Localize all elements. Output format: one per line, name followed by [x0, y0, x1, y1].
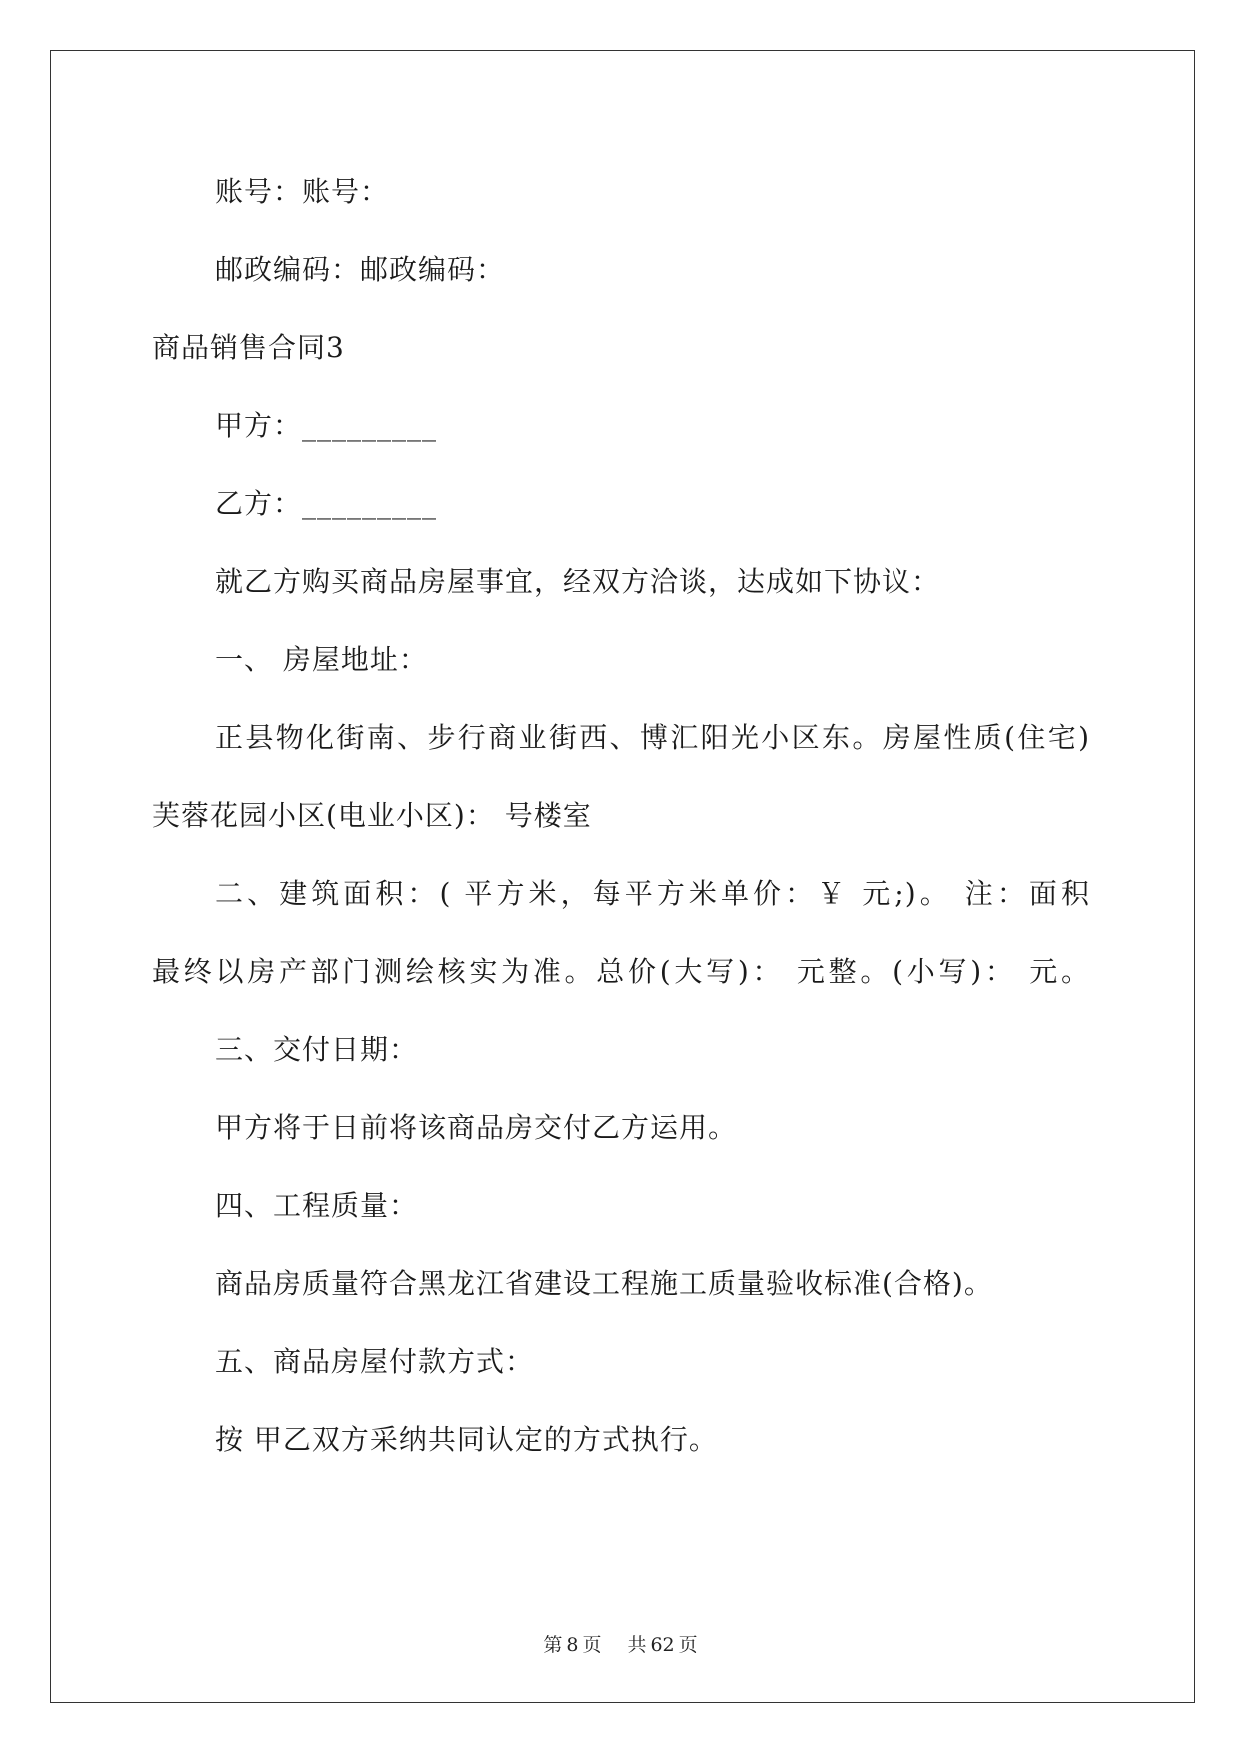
section3-body: 甲方将于日前将该商品房交付乙方运用。: [215, 1111, 738, 1144]
section5-title: 五、商品房屋付款方式：: [215, 1345, 535, 1378]
page-footer: [0, 1630, 1241, 1657]
footer-total-suffix: 页: [678, 1634, 698, 1656]
account-line: 账号：账号：: [215, 175, 390, 208]
section1-line1: 正县物化街南、步行商业街西、博汇阳光小区东。房屋性质(住宅): [215, 721, 1090, 754]
section5-body: 按 甲乙双方采纳共同认定的方式执行。: [215, 1423, 718, 1456]
section1-line2: 芙蓉花园小区(电业小区)： 号楼室: [152, 799, 592, 832]
section2-line2: 最终以房产部门测绘核实为准。总价(大写)： 元整。(小写)： 元。: [152, 955, 1090, 988]
footer-page-prefix: 第: [543, 1634, 563, 1656]
contract-title: 商品销售合同3: [152, 331, 345, 364]
intro-paragraph: 就乙方购买商品房屋事宜，经双方洽谈，达成如下协议：: [215, 565, 941, 598]
party-a-line: 甲方：_________: [215, 409, 438, 442]
section2-line1: 二、建筑面积：( 平方米，每平方米单价：￥ 元;)。 注：面积: [215, 877, 1090, 910]
postcode-line: 邮政编码：邮政编码：: [215, 253, 506, 286]
footer-page-suffix: 页: [582, 1634, 602, 1656]
section3-title: 三、交付日期：: [215, 1033, 419, 1066]
footer-total-prefix: 共: [627, 1634, 647, 1656]
section4-body: 商品房质量符合黑龙江省建设工程施工质量验收标准(合格)。: [215, 1267, 993, 1300]
party-b-line: 乙方：_________: [215, 487, 438, 520]
footer-total-pages: 62: [650, 1634, 675, 1656]
footer-page-number: 8: [566, 1634, 579, 1656]
section1-title: 一、 房屋地址：: [215, 643, 428, 676]
section4-title: 四、工程质量：: [215, 1189, 419, 1222]
